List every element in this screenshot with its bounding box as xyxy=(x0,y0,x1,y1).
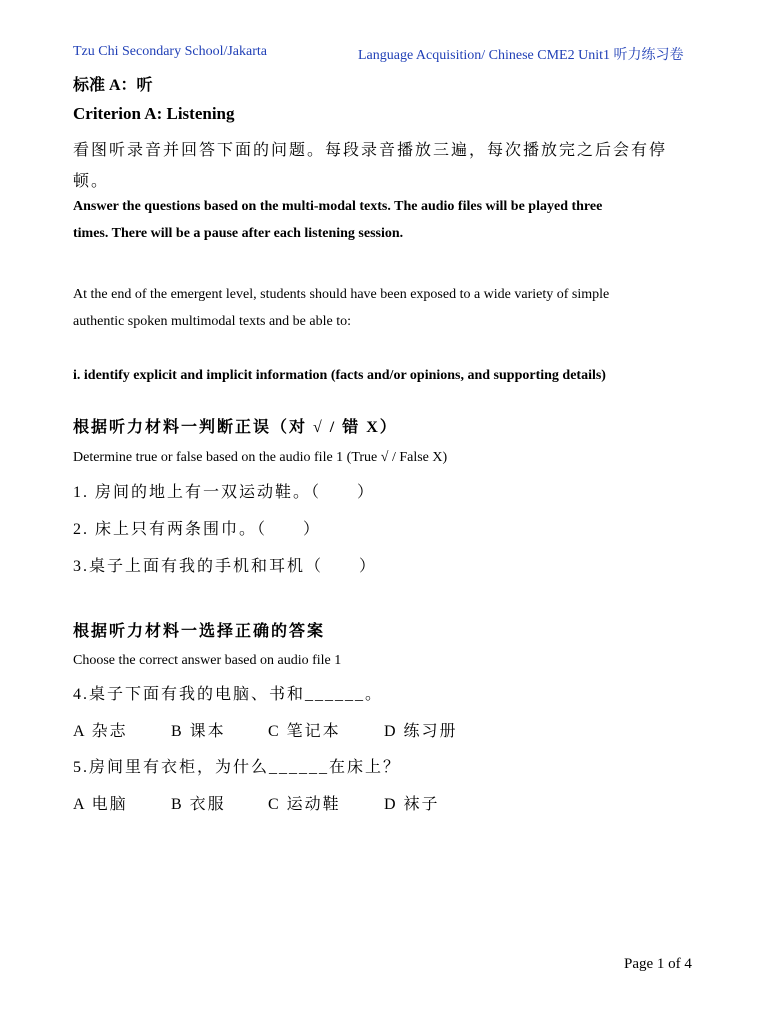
section2-heading-en: Choose the correct answer based on audio file 1 xyxy=(73,653,342,668)
section2-heading-cn: 根据听力材料一选择正确的答案 xyxy=(73,623,326,640)
q4-option-c: C 笔记本 xyxy=(268,723,341,740)
question-3: 3.桌子上面有我的手机和耳机（ ） xyxy=(73,558,378,575)
instruction-en-line2: times. There will be a pause after each listening session. xyxy=(73,226,404,241)
intro-line2: authentic spoken multimodal texts and be able to: xyxy=(73,314,351,329)
instruction-cn-line2: 顿。 xyxy=(73,173,110,190)
instruction-cn-line1: 看图听录音并回答下面的问题。每段录音播放三遍，每次播放完之后会有停 xyxy=(73,142,668,159)
objective-text: i. identify explicit and implicit information (facts and/or opinions, and supporting details) xyxy=(73,368,606,383)
page-number: Page 1 of 4 xyxy=(624,956,692,972)
q5-option-c: C 运动鞋 xyxy=(268,796,341,813)
section1-heading-cn: 根据听力材料一判断正误（对 √ / 错 X） xyxy=(73,419,398,436)
q5-option-a: A 电脑 xyxy=(73,796,128,813)
question-4: 4.桌子下面有我的电脑、书和______。 xyxy=(73,686,384,703)
header-course: Language Acquisition/ Chinese CME2 Unit1 听力练习卷 xyxy=(358,48,684,63)
question-4-options xyxy=(73,718,458,741)
instruction-en-line1: Answer the questions based on the multi-modal texts. The audio files will be played three xyxy=(73,199,603,214)
question-5-options xyxy=(73,791,440,814)
q4-option-b: B 课本 xyxy=(171,723,226,740)
q4-option-a: A 杂志 xyxy=(73,723,128,740)
title-cn: 标准 A：听 xyxy=(73,77,153,94)
section1-heading-en: Determine true or false based on the audio file 1 (True √ / False X) xyxy=(73,450,448,465)
intro-line1: At the end of the emergent level, students should have been exposed to a wide variety of simple xyxy=(73,287,610,302)
q5-option-d: D 袜子 xyxy=(384,796,440,813)
question-1: 1. 房间的地上有一双运动鞋。（ ） xyxy=(73,484,376,501)
q5-option-b: B 衣服 xyxy=(171,796,226,813)
q4-option-d: D 练习册 xyxy=(384,723,458,740)
question-2: 2. 床上只有两条围巾。（ ） xyxy=(73,521,322,538)
title-en: Criterion A: Listening xyxy=(73,104,235,123)
question-5: 5.房间里有衣柜，为什么______在床上？ xyxy=(73,759,402,776)
header-school: Tzu Chi Secondary School/Jakarta xyxy=(73,44,268,59)
